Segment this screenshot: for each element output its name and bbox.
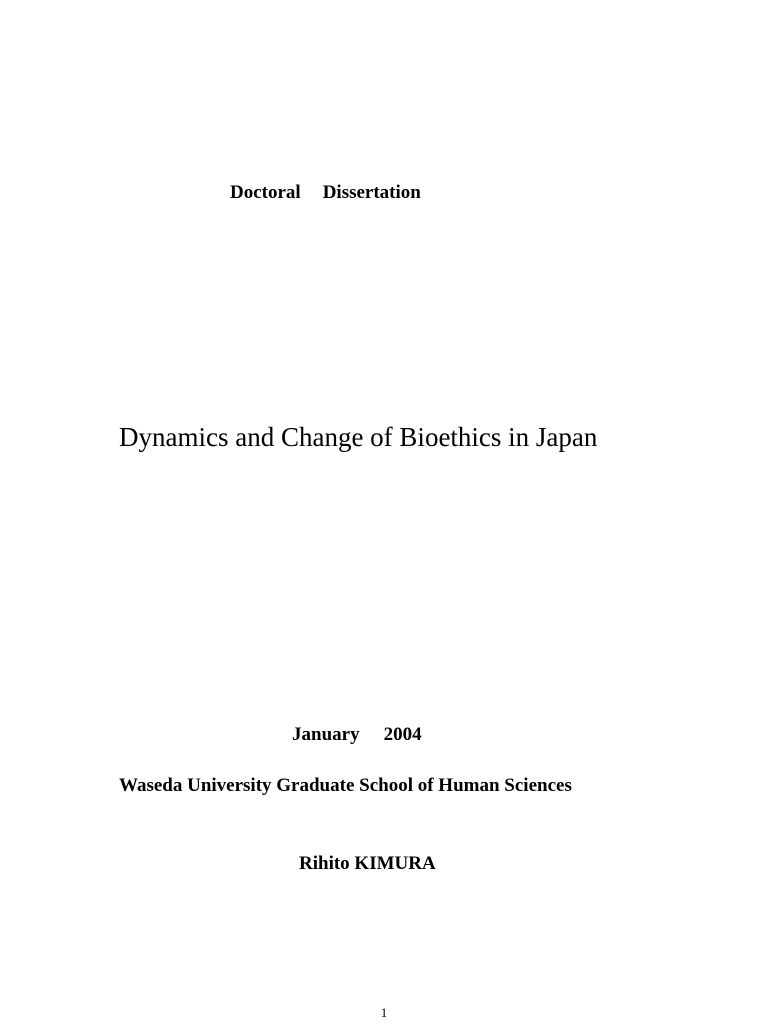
document-type-word-dissertation: Dissertation [322, 182, 421, 203]
institution-name: Waseda University Graduate School of Human Sciences [119, 775, 572, 796]
dissertation-title: Dynamics and Change of Bioethics in Japan [119, 422, 598, 452]
submission-year: 2004 [383, 724, 422, 745]
submission-date [292, 725, 422, 744]
page-number: 1 [380, 1005, 388, 1020]
document-type-heading [230, 183, 421, 202]
author-name: Rihito KIMURA [299, 853, 436, 874]
submission-month: January [292, 724, 360, 745]
document-type-word-doctoral: Doctoral [230, 182, 301, 203]
